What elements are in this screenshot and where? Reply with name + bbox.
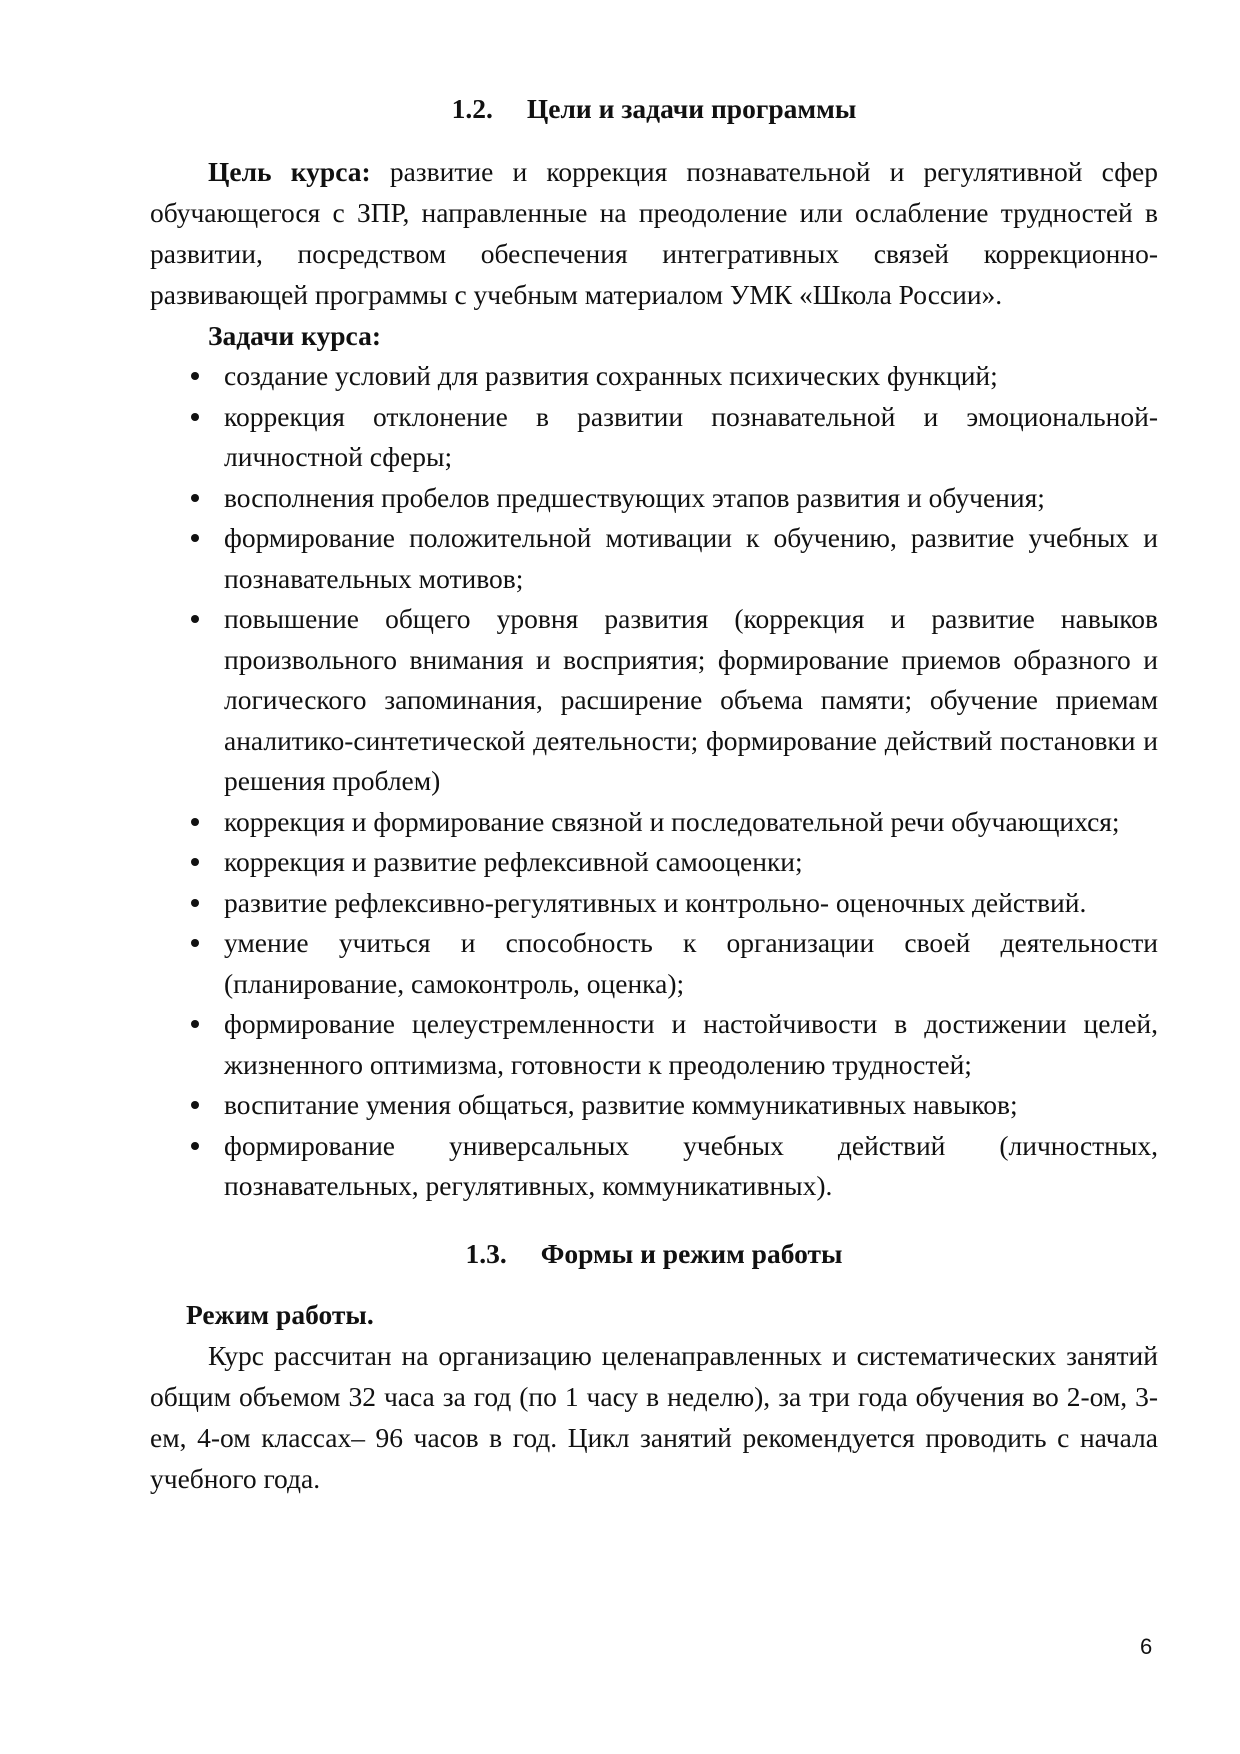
list-item: умение учиться и способность к организации своей деятельности (планирование, самоконтроль, оценка); [150,923,1158,1004]
section-heading-1-3: 1.3. Формы и режим работы [465,1237,843,1269]
section-heading-1-2: 1.2. Цели и задачи программы [451,93,857,124]
goal-paragraph: Цель курса: развитие и коррекция познавательной и регулятивной сфер обучающегося с ЗПР, направленные на преодоление или ослабление трудностей в развитии, посредством обеспечения интегративных связей коррекционно-развивающей программы с учебным материалом УМК «Школа России». [150,156,1159,310]
list-item: формирование целеустремленности и настойчивости в достижении целей, жизненного оптимизма, готовности к преодолению трудностей; [150,1004,1158,1085]
tasks-heading: Задачи курса: [208,320,382,351]
tasks-list [150,356,1158,1207]
document-page [150,88,1158,1499]
mode-paragraph: Курс рассчитан на организацию целенаправленных и систематических занятий общим объемом 32 часа за год (по 1 часу в неделю), за три года обучения во 2-ом, 3-ем, 4-ом классах– 96 часов в год. Цикл занятий рекомендуется проводить с начала учебного года. [150,1339,1158,1494]
list-item: восполнения пробелов предшествующих этапов развития и обучения; [150,478,1158,519]
list-item: коррекция отклонение в развитии познавательной и эмоциональной-личностной сферы; [150,397,1158,478]
list-item: коррекция и развитие рефлексивной самооценки; [150,842,1158,883]
list-item: формирование универсальных учебных действий (личностных, познавательных, регулятивных, коммуникативных). [150,1126,1158,1207]
mode-heading: Режим работы. [186,1298,374,1330]
list-item: развитие рефлексивно-регулятивных и контрольно- оценочных действий. [150,883,1158,924]
list-item: создание условий для развития сохранных психических функций; [150,356,1158,397]
page-number: 6 [1140,1634,1153,1659]
list-item: воспитание умения общаться, развитие коммуникативных навыков; [150,1085,1158,1126]
list-item: повышение общего уровня развития (коррекция и развитие навыков произвольного внимания и восприятия; формирование приемов образного и логического запоминания, расширение объема памяти; обучение приемам аналитико-синтетической деятельности; формирование действий постановки и решения проблем) [150,599,1158,802]
list-item: формирование положительной мотивации к обучению, развитие учебных и познавательных мотивов; [150,518,1158,599]
list-item: коррекция и формирование связной и последовательной речи обучающихся; [150,802,1158,843]
